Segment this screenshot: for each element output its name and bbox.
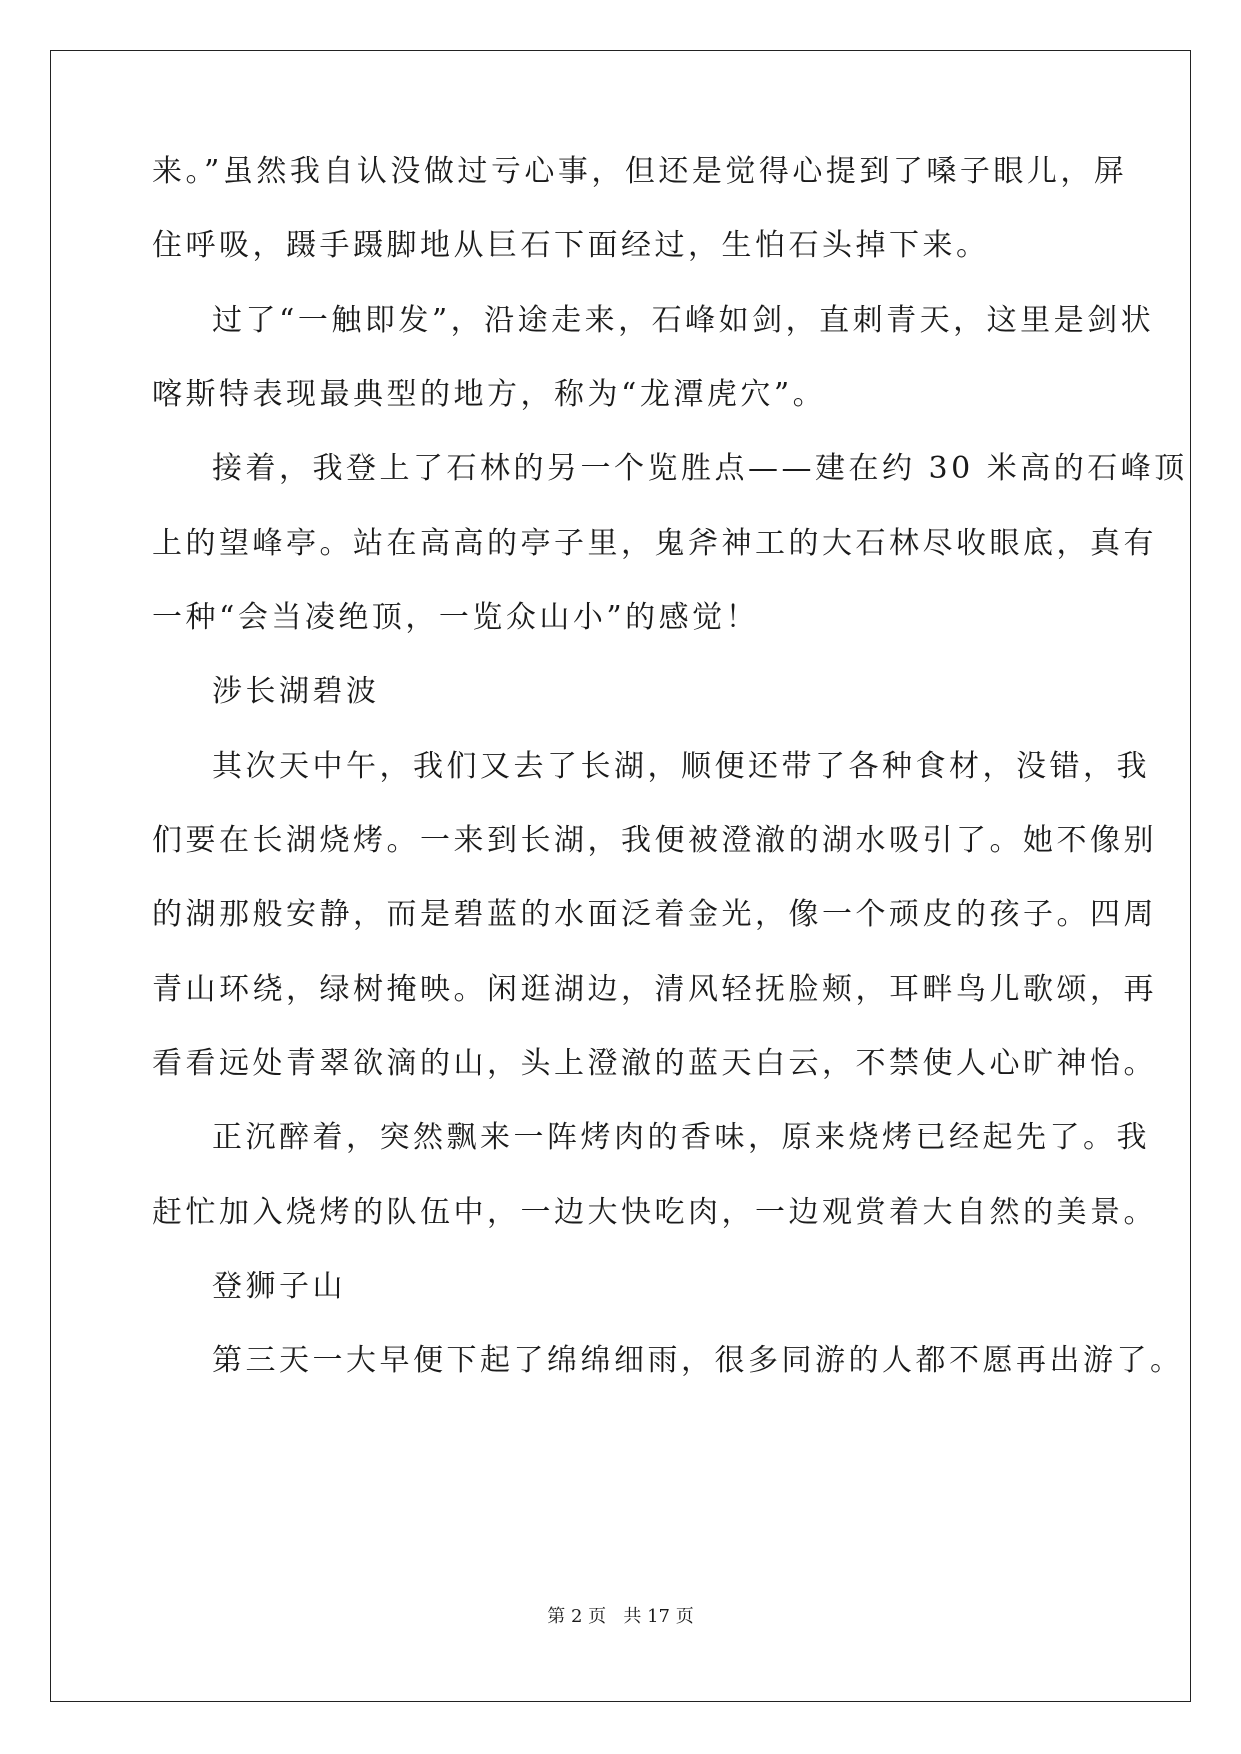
text-line-3: 过了“一触即发”，沿途走来，石峰如剑，直刺青天，这里是剑状 (212, 303, 1155, 338)
text-line-6: 上的望峰亭。站在高高的亭子里，鬼斧神工的大石林尽收眼底，真有 (152, 526, 1157, 561)
text-line-4: 喀斯特表现最典型的地方，称为“龙潭虎穴”。 (152, 377, 827, 412)
text-line-14: 正沉醉着，突然飘来一阵烤肉的香味，原来烧烤已经起先了。我 (212, 1120, 1150, 1155)
text-line-9: 其次天中午，我们又去了长湖，顺便还带了各种食材，没错，我 (212, 749, 1150, 784)
text-line-1: 来。”虽然我自认没做过亏心事，但还是觉得心提到了嗓子眼儿，屏 (152, 154, 1128, 189)
text-line-17: 第三天一大早便下起了绵绵细雨，很多同游的人都不愿再出游了。 (212, 1343, 1184, 1378)
text-line-10: 们要在长湖烧烤。一来到长湖，我便被澄澈的湖水吸引了。她不像别 (152, 823, 1157, 858)
text-line-7: 一种“会当凌绝顶，一览众山小”的感觉！ (152, 600, 760, 635)
text-line-11: 的湖那般安静，而是碧蓝的水面泛着金光，像一个顽皮的孩子。四周 (152, 897, 1157, 932)
text-line-15: 赶忙加入烧烤的队伍中，一边大快吃肉，一边观赏着大自然的美景。 (152, 1195, 1157, 1230)
text-line-2: 住呼吸，蹑手蹑脚地从巨石下面经过，生怕石头掉下来。 (152, 228, 990, 263)
page-footer: 第 2 页 共 17 页 (547, 1606, 694, 1627)
section-heading-changhu: 涉长湖碧波 (212, 674, 380, 709)
text-line-5: 接着，我登上了石林的另一个览胜点——建在约 30 米高的石峰顶 (212, 451, 1188, 486)
text-line-13: 看看远处青翠欲滴的山，头上澄澈的蓝天白云，不禁使人心旷神怡。 (152, 1046, 1157, 1081)
text-line-12: 青山环绕，绿树掩映。闲逛湖边，清风轻抚脸颊，耳畔鸟儿歌颂，再 (152, 972, 1157, 1007)
page-border (50, 50, 1191, 1702)
section-heading-shizishan: 登狮子山 (212, 1269, 346, 1304)
